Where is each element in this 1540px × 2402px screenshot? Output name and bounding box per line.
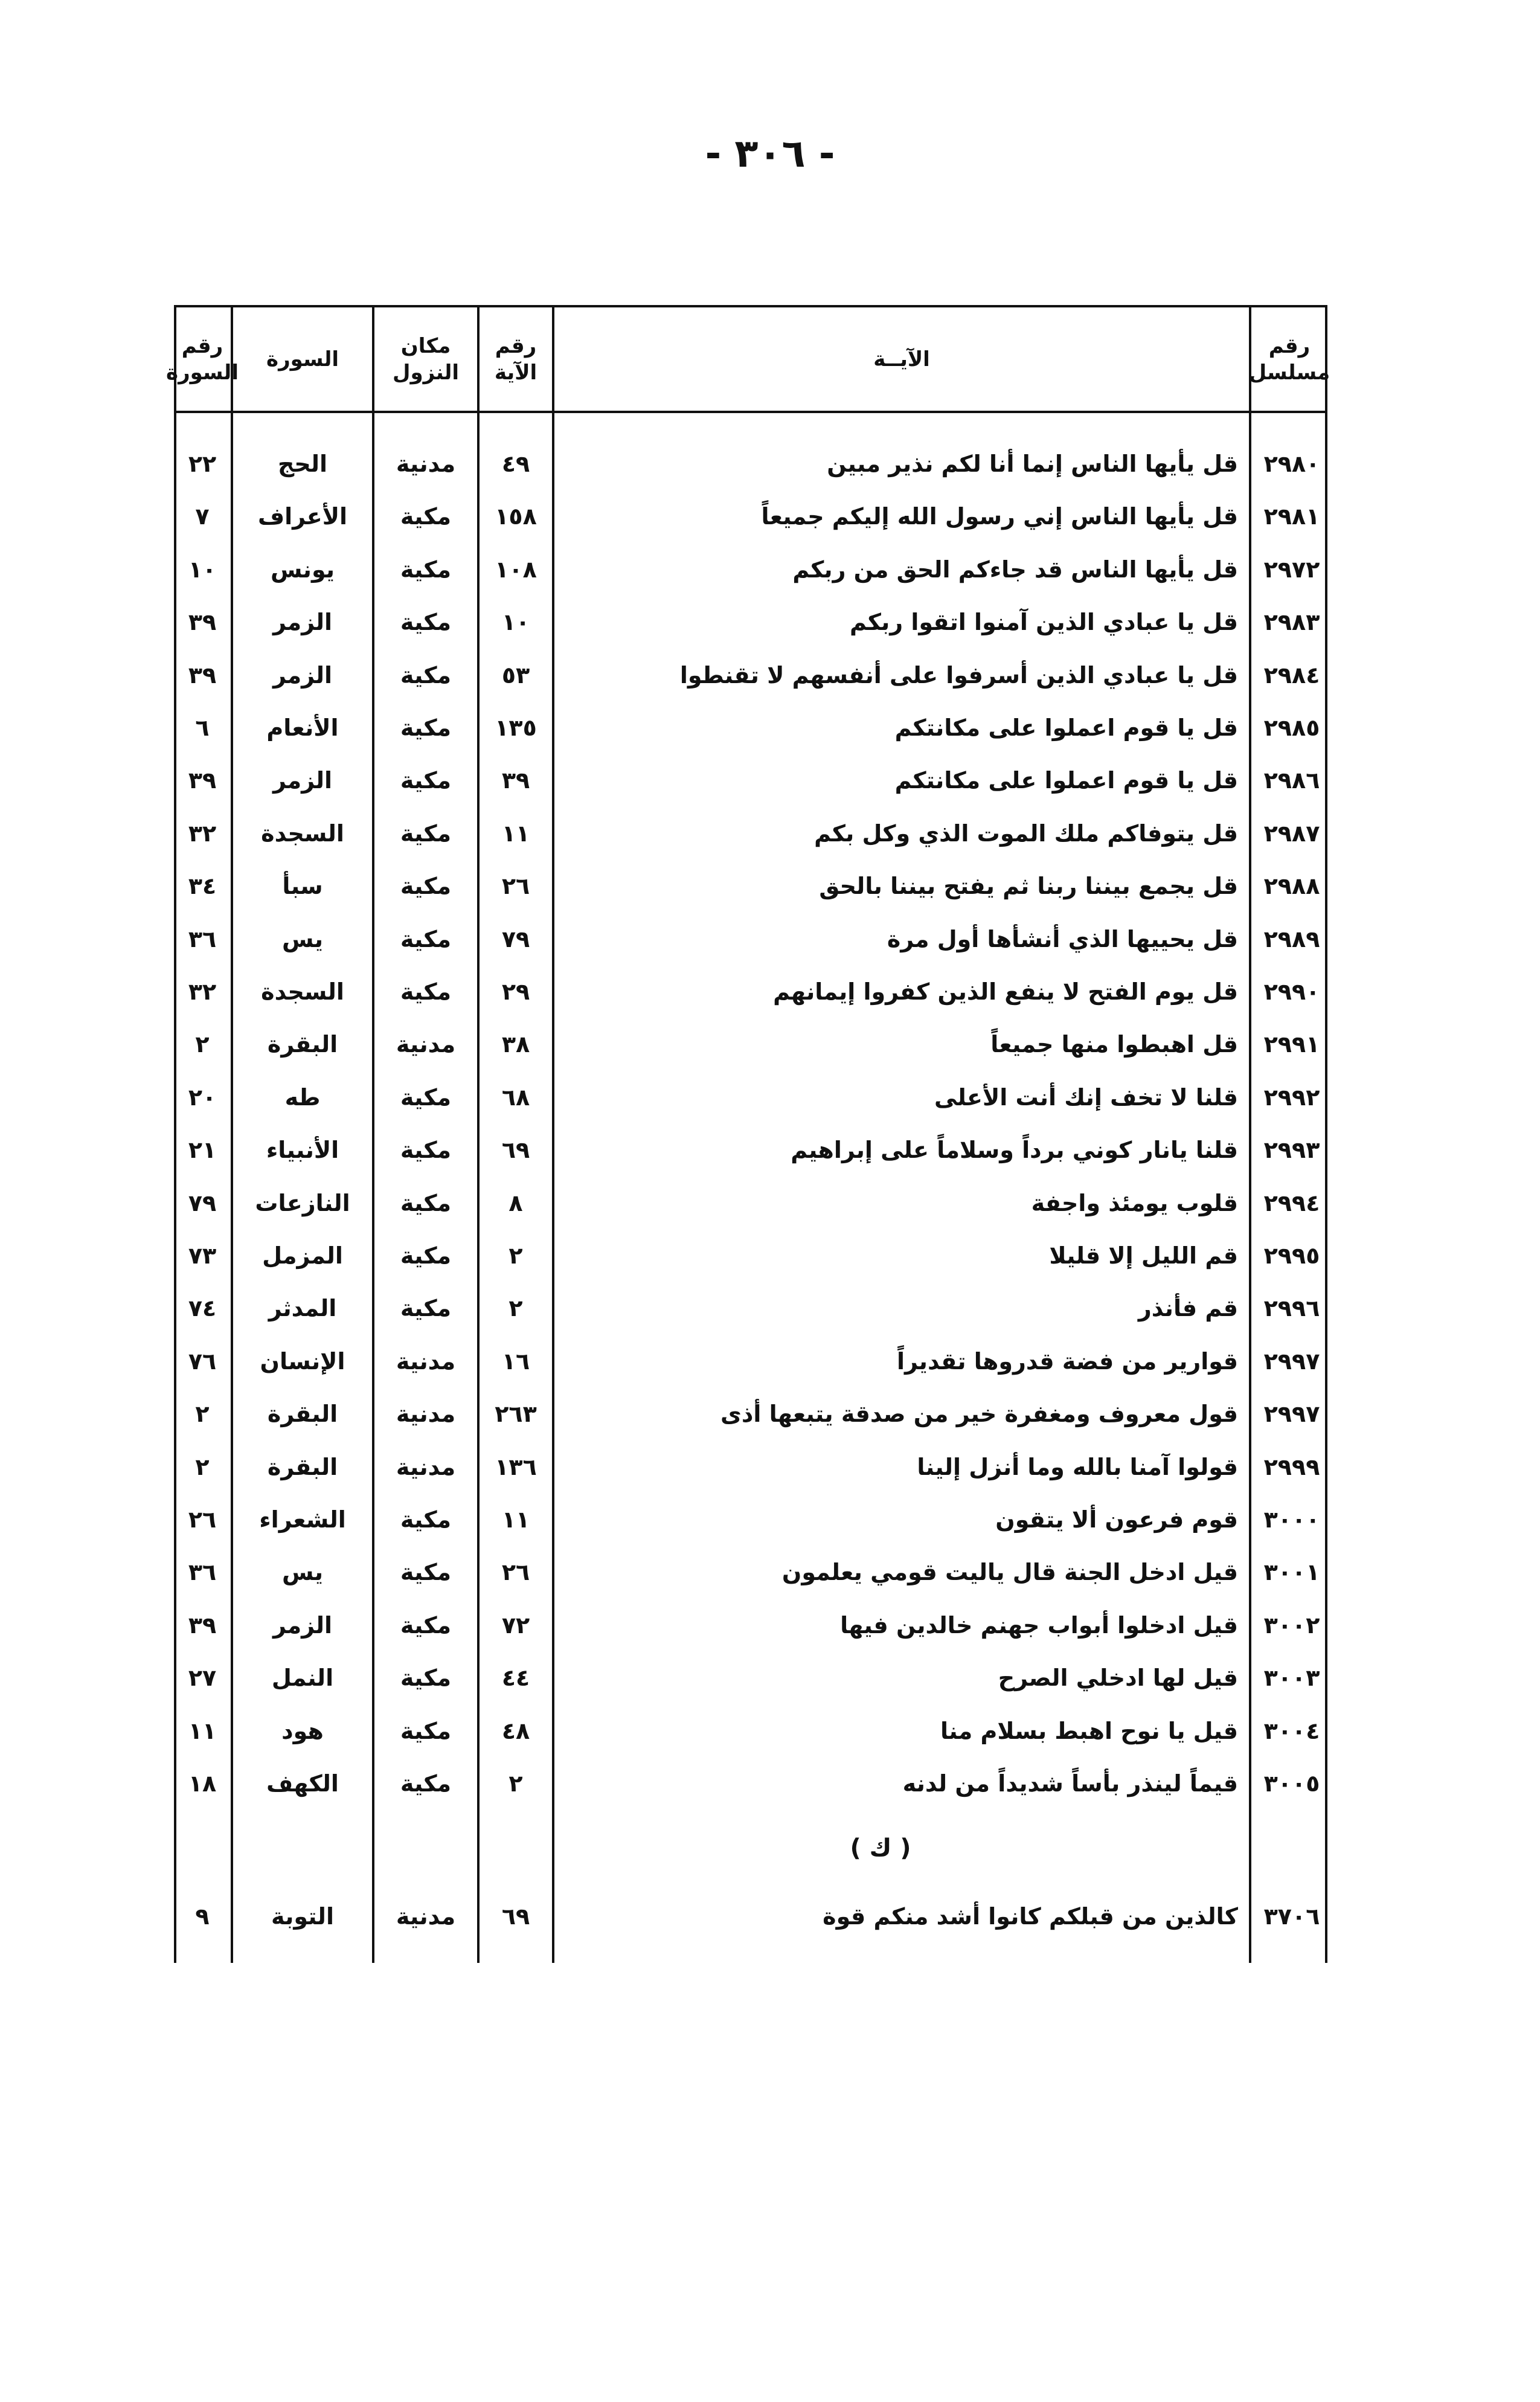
sura-number-cell: ٣٢ xyxy=(188,820,217,847)
sura-cell: طه xyxy=(284,1084,321,1111)
section-letter-label: ( ك ) xyxy=(850,1834,911,1862)
ayah-number-cell: ٢٦ xyxy=(501,873,530,900)
sura-cell: الحج xyxy=(277,451,328,477)
serial-cell: ٢٩٩٥ xyxy=(1263,1242,1320,1269)
place-cell: مكية xyxy=(400,925,452,952)
ayah-number-cell: ١٣٥ xyxy=(495,714,537,741)
sura-cell: الشعراء xyxy=(259,1506,346,1533)
serial-cell: ٢٩٩٦ xyxy=(1263,1295,1320,1322)
table-row xyxy=(174,544,1327,596)
serial-cell: ٣٠٠٣ xyxy=(1263,1665,1320,1692)
sura-cell: المزمل xyxy=(262,1242,343,1269)
ayah-cell: قل يوم الفتح لا ينفع الذين كفروا إيمانهم xyxy=(773,978,1238,1005)
place-cell: مدنية xyxy=(396,1401,456,1428)
table-row xyxy=(174,1230,1327,1282)
serial-cell: ٢٩٨١ xyxy=(1263,503,1320,530)
ayah-cell: قل يأيها الناس إني رسول الله إليكم جميعاً xyxy=(761,503,1238,530)
place-cell: مكية xyxy=(400,1665,452,1692)
sura-cell: الأنعام xyxy=(266,714,339,741)
place-cell: مدنية xyxy=(396,451,456,477)
sura-number-cell: ٢ xyxy=(195,1401,210,1428)
serial-cell: ٢٩٨٨ xyxy=(1263,873,1320,900)
ayah-cell: قلوب يومئذ واجفة xyxy=(1031,1189,1238,1216)
table-row xyxy=(174,1890,1327,1942)
ayah-cell: قل يا قوم اعملوا على مكانتكم xyxy=(894,767,1238,794)
table-top-rule xyxy=(174,305,1327,307)
header-serial: رقم مسلسل xyxy=(1248,333,1330,385)
ayah-cell: قول معروف ومغفرة خير من صدقة يتبعها أذى xyxy=(720,1401,1238,1428)
table-row xyxy=(174,1282,1327,1334)
serial-cell: ٢٩٨٧ xyxy=(1263,820,1320,847)
place-cell: مكية xyxy=(400,714,452,741)
ayah-cell: قيل يا نوح اهبط بسلام منا xyxy=(940,1717,1238,1744)
place-cell: مكية xyxy=(400,873,452,900)
ayah-number-cell: ٨ xyxy=(509,1189,523,1216)
place-cell: مكية xyxy=(400,503,452,530)
sura-number-cell: ٣٦ xyxy=(188,1559,217,1586)
serial-cell: ٣٠٠٠ xyxy=(1263,1506,1320,1533)
verse-index-table xyxy=(166,305,1330,1963)
table-row xyxy=(174,860,1327,912)
serial-cell: ٢٩٩١ xyxy=(1263,1031,1320,1058)
ayah-number-cell: ١٠٨ xyxy=(495,556,537,583)
place-cell: مكية xyxy=(400,609,452,636)
ayah-number-cell: ٢ xyxy=(509,1295,523,1322)
table-row xyxy=(174,808,1327,859)
serial-cell: ٣٠٠٤ xyxy=(1263,1717,1320,1744)
ayah-cell: قل اهبطوا منها جميعاً xyxy=(990,1031,1238,1058)
table-row xyxy=(174,913,1327,965)
ayah-number-cell: ٦٩ xyxy=(501,1903,530,1930)
place-cell: مكية xyxy=(400,556,452,583)
ayah-cell: قلنا لا تخف إنك أنت الأعلى xyxy=(934,1084,1238,1111)
serial-cell: ٢٩٨٣ xyxy=(1263,609,1320,636)
table-row xyxy=(174,438,1327,490)
ayah-number-cell: ١٠ xyxy=(501,609,530,636)
header-ayah: الآيــة xyxy=(873,347,930,371)
sura-cell: النمل xyxy=(271,1665,334,1692)
ayah-number-cell: ٤٨ xyxy=(501,1717,530,1744)
table-row xyxy=(174,1177,1327,1229)
serial-cell: ٣٠٠٥ xyxy=(1263,1770,1320,1797)
serial-cell: ٣٧٠٦ xyxy=(1263,1903,1320,1930)
place-cell: مكية xyxy=(400,1242,452,1269)
serial-cell: ٢٩٧٢ xyxy=(1263,556,1320,583)
table-row xyxy=(174,1758,1327,1810)
header-sura-number: رقم السورة xyxy=(166,333,239,385)
ayah-cell: قل يا عبادي الذين أسرفوا على أنفسهم لا تقنطوا xyxy=(679,661,1238,689)
serial-cell: ٣٠٠١ xyxy=(1263,1559,1320,1586)
sura-cell: السجدة xyxy=(261,820,344,847)
serial-cell: ٢٩٩٣ xyxy=(1263,1137,1320,1164)
sura-cell: يس xyxy=(282,925,323,952)
sura-cell: سبأ xyxy=(282,873,323,900)
ayah-number-cell: ١٥٨ xyxy=(495,503,537,530)
ayah-cell: قلنا يانار كوني برداً وسلاماً على إبراهيم xyxy=(791,1137,1238,1164)
place-cell: مكية xyxy=(400,1137,452,1164)
ayah-number-cell: ٧٩ xyxy=(501,925,530,952)
place-cell: مكية xyxy=(400,820,452,847)
sura-cell: السجدة xyxy=(261,978,344,1005)
sura-number-cell: ٢٢ xyxy=(188,451,217,477)
ayah-cell: قوم فرعون ألا يتقون xyxy=(995,1506,1238,1533)
place-cell: مكية xyxy=(400,1559,452,1586)
sura-number-cell: ٧ xyxy=(195,503,210,530)
sura-number-cell: ٢ xyxy=(195,1031,210,1058)
serial-cell: ٣٠٠٢ xyxy=(1263,1611,1320,1639)
ayah-cell: قم الليل إلا قليلا xyxy=(1049,1242,1238,1269)
sura-number-cell: ٣٢ xyxy=(188,978,217,1005)
table-row xyxy=(174,1335,1327,1387)
sura-number-cell: ٣٦ xyxy=(188,925,217,952)
sura-number-cell: ٧٤ xyxy=(188,1295,217,1322)
sura-cell: الزمر xyxy=(272,661,333,689)
ayah-cell: قل يا قوم اعملوا على مكانتكم xyxy=(894,714,1238,741)
table-row xyxy=(174,490,1327,542)
serial-cell: ٢٩٩٠ xyxy=(1263,978,1320,1005)
table-row xyxy=(174,596,1327,648)
ayah-cell: قل يتوفاكم ملك الموت الذي وكل بكم xyxy=(814,820,1238,847)
ayah-number-cell: ٢ xyxy=(509,1242,523,1269)
sura-cell: المدثر xyxy=(268,1295,337,1322)
sura-number-cell: ٣٩ xyxy=(188,1611,217,1639)
ayah-cell: قيل لها ادخلي الصرح xyxy=(998,1665,1238,1692)
place-cell: مدنية xyxy=(396,1903,456,1930)
ayah-number-cell: ٥٣ xyxy=(501,661,530,689)
sura-number-cell: ٧٣ xyxy=(188,1242,217,1269)
page-number: - ٣٠٦ - xyxy=(705,132,835,176)
ayah-cell: قم فأنذر xyxy=(1138,1295,1238,1322)
sura-cell: البقرة xyxy=(267,1401,338,1428)
ayah-number-cell: ١٦ xyxy=(501,1347,530,1375)
ayah-number-cell: ٢ xyxy=(509,1770,523,1797)
ayah-number-cell: ١١ xyxy=(501,820,530,847)
header-ayah-number: رقم الآية xyxy=(494,333,537,385)
table-row xyxy=(174,1124,1327,1176)
ayah-cell: قيل ادخلوا أبواب جهنم خالدين فيها xyxy=(840,1611,1238,1639)
sura-number-cell: ٣٩ xyxy=(188,661,217,689)
place-cell: مكية xyxy=(400,1770,452,1797)
ayah-cell: قوارير من فضة قدروها تقديراً xyxy=(897,1347,1238,1375)
ayah-cell: قل يأيها الناس إنما أنا لكم نذير مبين xyxy=(827,451,1238,477)
sura-number-cell: ٦ xyxy=(195,714,210,741)
place-cell: مدنية xyxy=(396,1453,456,1480)
table-header-rule xyxy=(174,411,1327,413)
ayah-number-cell: ٦٩ xyxy=(501,1137,530,1164)
serial-cell: ٢٩٩٢ xyxy=(1263,1084,1320,1111)
ayah-number-cell: ٣٩ xyxy=(501,767,530,794)
ayah-cell: قيل ادخل الجنة قال ياليت قومي يعلمون xyxy=(781,1559,1238,1586)
table-row xyxy=(174,1546,1327,1598)
serial-cell: ٢٩٨٥ xyxy=(1263,714,1320,741)
sura-number-cell: ٧٦ xyxy=(188,1347,217,1375)
table-row xyxy=(174,1599,1327,1651)
sura-cell: البقرة xyxy=(267,1031,338,1058)
serial-cell: ٢٩٨٩ xyxy=(1263,925,1320,952)
table-row xyxy=(174,966,1327,1018)
sura-cell: الأعراف xyxy=(257,503,348,530)
table-row xyxy=(174,1441,1327,1493)
sura-cell: التوبة xyxy=(271,1903,334,1930)
sura-cell: الزمر xyxy=(272,767,333,794)
sura-number-cell: ٢٦ xyxy=(188,1506,217,1533)
place-cell: مدنية xyxy=(396,1347,456,1375)
sura-cell: هود xyxy=(281,1717,324,1744)
place-cell: مكية xyxy=(400,978,452,1005)
ayah-cell: كالذين من قبلكم كانوا أشد منكم قوة xyxy=(823,1903,1238,1930)
sura-number-cell: ٢٠ xyxy=(188,1084,217,1111)
serial-cell: ٢٩٩٩ xyxy=(1263,1453,1320,1480)
place-cell: مكية xyxy=(400,767,452,794)
sura-number-cell: ٣٤ xyxy=(188,873,217,900)
place-cell: مكية xyxy=(400,1717,452,1744)
sura-cell: الأنبياء xyxy=(266,1137,339,1164)
ayah-cell: قل يجمع بيننا ربنا ثم يفتح بيننا بالحق xyxy=(819,873,1238,900)
serial-cell: ٢٩٨٠ xyxy=(1263,451,1320,477)
sura-number-cell: ٢ xyxy=(195,1453,210,1480)
sura-number-cell: ٢٧ xyxy=(188,1665,217,1692)
sura-cell: يونس xyxy=(270,556,335,583)
sura-cell: الزمر xyxy=(272,1611,333,1639)
ayah-cell: قولوا آمنا بالله وما أنزل إلينا xyxy=(917,1453,1238,1480)
serial-cell: ٢٩٨٦ xyxy=(1263,767,1320,794)
sura-number-cell: ٧٩ xyxy=(188,1189,217,1216)
place-cell: مكية xyxy=(400,1189,452,1216)
ayah-number-cell: ٢٦ xyxy=(501,1559,530,1586)
sura-cell: الزمر xyxy=(272,609,333,636)
sura-cell: الكهف xyxy=(266,1770,339,1797)
sura-number-cell: ٣٩ xyxy=(188,767,217,794)
sura-number-cell: ٩ xyxy=(195,1903,210,1930)
place-cell: مدنية xyxy=(396,1031,456,1058)
ayah-cell: قل يا عبادي الذين آمنوا اتقوا ربكم xyxy=(850,609,1238,636)
table-row xyxy=(174,754,1327,806)
serial-cell: ٢٩٩٤ xyxy=(1263,1189,1320,1216)
sura-cell: يس xyxy=(282,1559,323,1586)
ayah-cell: قيماً لينذر بأساً شديداً من لدنه xyxy=(902,1770,1238,1797)
table-row xyxy=(174,1652,1327,1704)
sura-cell: النازعات xyxy=(255,1189,350,1216)
ayah-number-cell: ٢٩ xyxy=(501,978,530,1005)
place-cell: مكية xyxy=(400,1084,452,1111)
table-row xyxy=(174,702,1327,754)
table-row xyxy=(174,1388,1327,1440)
sura-number-cell: ٣٩ xyxy=(188,609,217,636)
table-row xyxy=(174,1071,1327,1123)
place-cell: مكية xyxy=(400,1506,452,1533)
ayah-number-cell: ٧٢ xyxy=(501,1611,530,1639)
ayah-number-cell: ٤٤ xyxy=(501,1665,530,1692)
header-sura: السورة xyxy=(266,347,339,371)
sura-number-cell: ١١ xyxy=(188,1717,217,1744)
serial-cell: ٢٩٩٧ xyxy=(1263,1347,1320,1375)
ayah-number-cell: ٢٦٣ xyxy=(495,1401,537,1428)
serial-cell: ٢٩٨٤ xyxy=(1263,661,1320,689)
ayah-number-cell: ١١ xyxy=(501,1506,530,1533)
sura-number-cell: ١٨ xyxy=(188,1770,217,1797)
place-cell: مكية xyxy=(400,1295,452,1322)
header-place: مكان النزول xyxy=(392,333,460,385)
serial-cell: ٢٩٩٧ xyxy=(1263,1401,1320,1428)
ayah-cell: قل يأيها الناس قد جاءكم الحق من ربكم xyxy=(792,556,1238,583)
sura-cell: الإنسان xyxy=(260,1347,345,1375)
table-row xyxy=(174,1705,1327,1757)
table-row xyxy=(174,1018,1327,1070)
sura-cell: البقرة xyxy=(267,1453,338,1480)
ayah-cell: قل يحييها الذي أنشأها أول مرة xyxy=(887,925,1238,952)
ayah-number-cell: ٣٨ xyxy=(501,1031,530,1058)
table-row xyxy=(174,1494,1327,1546)
place-cell: مكية xyxy=(400,1611,452,1639)
ayah-number-cell: ٤٩ xyxy=(501,451,530,477)
sura-number-cell: ١٠ xyxy=(188,556,217,583)
ayah-number-cell: ٦٨ xyxy=(501,1084,530,1111)
ayah-number-cell: ١٣٦ xyxy=(495,1453,537,1480)
sura-number-cell: ٢١ xyxy=(188,1137,217,1164)
place-cell: مكية xyxy=(400,661,452,689)
table-row xyxy=(174,649,1327,701)
